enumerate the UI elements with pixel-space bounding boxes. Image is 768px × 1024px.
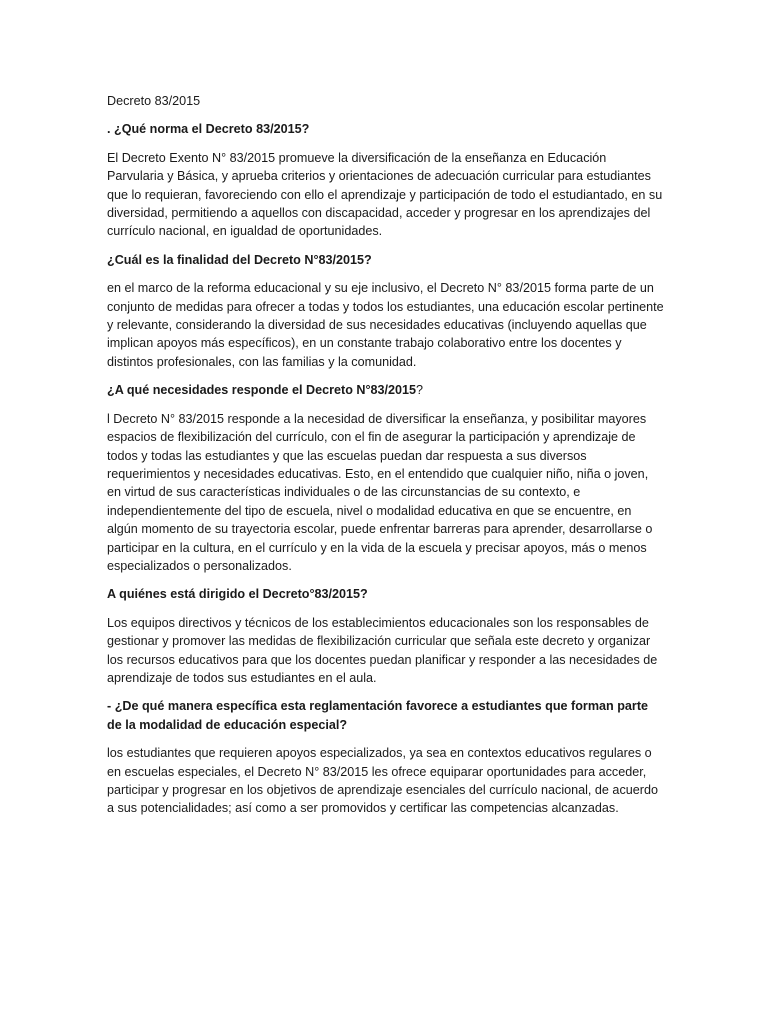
question-3-line	[107, 381, 665, 399]
question-1: . ¿Qué norma el Decreto 83/2015?	[107, 122, 310, 137]
answer-5: los estudiantes que requieren apoyos especializados, ya sea en contextos educativos regulares o en escuelas especiales, el Decreto N° 83/2015 les ofrece equiparar oportunidades para acceder, participar y progresar en los objetivos de aprendizaje esenciales del currículo nacional, de acuerdo a sus potencialidades; así como a ser promovidos y certificar las competencias alcanzadas.	[107, 746, 658, 816]
document-page	[107, 92, 665, 828]
question-5: - ¿De qué manera específica esta reglamentación favorece a estudiantes que forman parte de la modalidad de educación especial?	[107, 699, 649, 732]
answer-2: en el marco de la reforma educacional y su eje inclusivo, el Decreto N° 83/2015 forma parte de un conjunto de medidas para ofrecer a todas y todos los estudiantes, una educación escolar pertinente y relevante, considerando la diversidad de sus necesidades educativas (incluyendo aquellas que implican apoyos más específicos), en un constante trabajo colaborativo entre los docentes y distintos profesionales, con las familias y la comunidad.	[107, 281, 664, 369]
question-3-mark: ?	[416, 383, 424, 398]
answer-4: Los equipos directivos y técnicos de los establecimientos educacionales son los responsables de gestionar y promover las medidas de flexibilización curricular que señala este decreto y organizar los recursos educativos para que los docentes puedan planificar y responder a las necesidades de aprendizaje de todos sus estudiantes en el aula.	[107, 615, 658, 685]
question-2: ¿Cuál es la finalidad del Decreto N°83/2015?	[107, 252, 372, 267]
question-4: A quiénes está dirigido el Decreto°83/2015?	[107, 587, 368, 602]
answer-3: l Decreto N° 83/2015 responde a la necesidad de diversificar la enseñanza, y posibilitar mayores espacios de flexibilización del currículo, con el fin de asegurar la participación y aprendizaje de todos y todas las estudiantes y que las escuelas puedan dar respuesta a sus diversos requerimientos y necesidades educativas. Esto, en el entendido que cualquier niño, niña o joven, en virtud de sus características individuales o de las circunstancias de su contexto, e independientemente del tipo de escuela, nivel o modalidad educativa en que se encuentre, en algún momento de su trayectoria escolar, puede enfrentar barreras para aprender, desarrollarse o participar en la cultura, en el currículo y en la vida de la escuela y precisar apoyos, más o menos especializados o personalizados.	[107, 411, 653, 573]
question-3: ¿A qué necesidades responde el Decreto N°83/2015	[107, 383, 417, 398]
document-title: Decreto 83/2015	[107, 94, 201, 108]
answer-1: El Decreto Exento N° 83/2015 promueve la diversificación de la enseñanza en Educación Parvularia y Básica, y aprueba criterios y orientaciones de adecuación curricular para estudiantes que lo requieran, favoreciendo con ello el aprendizaje y participación de todo el estudiantado, en su diversidad, permitiendo a aquellos con discapacidad, acceder y progresar en los aprendizajes del currículo nacional, en igualdad de oportunidades.	[107, 150, 663, 239]
